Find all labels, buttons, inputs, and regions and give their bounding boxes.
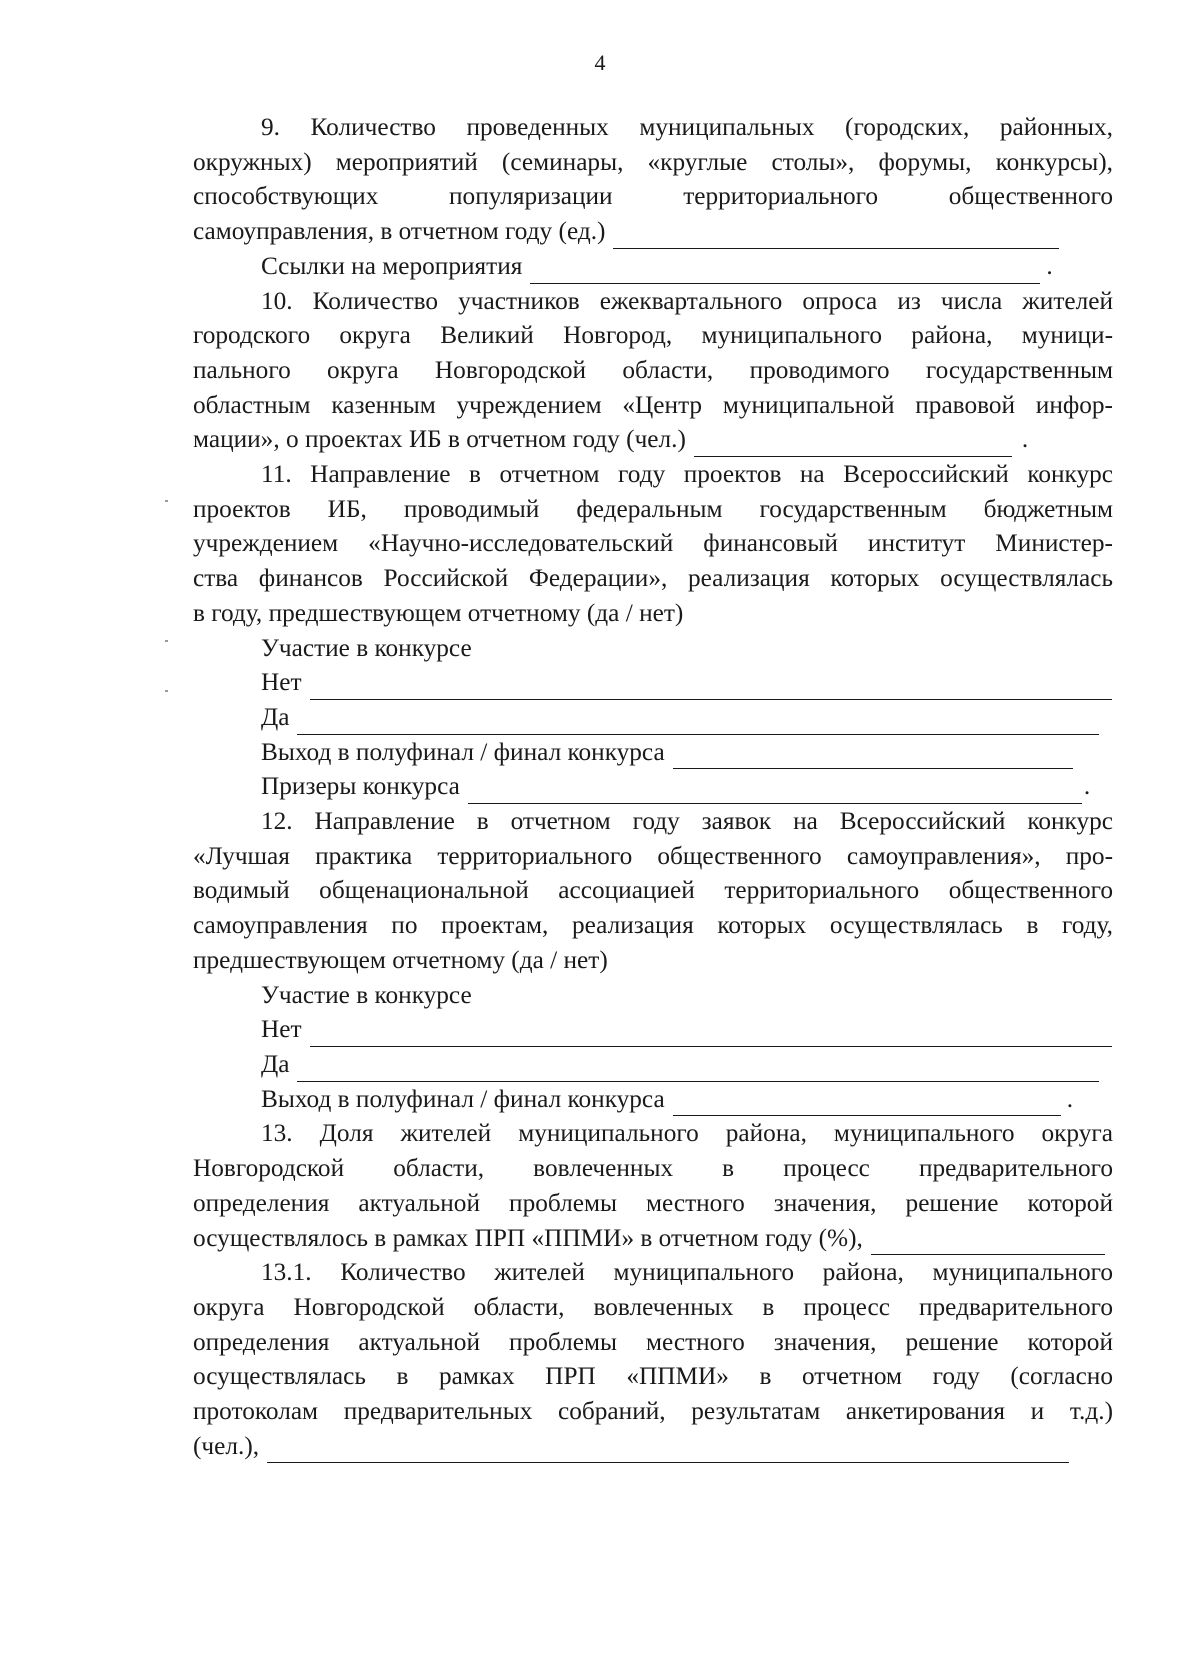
item-13-1-count-label: (чел.),	[193, 1431, 260, 1460]
text-line: определения актуальной проблемы местного значения, решение которой	[193, 1327, 1113, 1356]
text-line: округа Новгородской области, вовлеченных в процесс предварительного	[193, 1292, 1113, 1321]
item-13-1-paragraph	[193, 1255, 1113, 1429]
item-11-yes-line	[193, 700, 1113, 735]
item-11-yes-field[interactable]	[297, 708, 1099, 735]
scan-speck	[165, 640, 168, 642]
item-10-count-label: мации», о проектах ИБ в отчетном году (чел.)	[193, 425, 686, 454]
text-line: 11. Направление в отчетном году проектов на Всероссийский конкурс	[261, 460, 1113, 489]
text-line: Новгородской области, вовлеченных в процесс предварительного	[193, 1154, 1113, 1183]
item-12-paragraph	[193, 804, 1113, 978]
text-line: самоуправления по проектам, реализация которых осуществлялась в году,	[193, 911, 1113, 940]
item-11-participation-label: Участие в конкурсе	[261, 633, 472, 662]
item-13-1-count-field[interactable]	[267, 1436, 1069, 1463]
item-12-no-label: Нет	[261, 1015, 302, 1044]
item-11-yes-label: Да	[261, 702, 290, 731]
line-end-dot: .	[1066, 1084, 1074, 1113]
item-12-participation-label: Участие в конкурсе	[261, 980, 472, 1009]
text-line: ства финансов Российской Федерации», реализация которых осуществлялась	[193, 564, 1113, 593]
scan-speck	[165, 690, 168, 692]
text-line: 12. Направление в отчетном году заявок на Всероссийский конкурс	[261, 807, 1113, 836]
item-13-paragraph	[193, 1116, 1113, 1220]
line-end-dot: .	[1046, 251, 1053, 280]
text-line: протоколам предварительных собраний, результатам анкетирования и т.д.)	[193, 1397, 1113, 1426]
item-12-no-field[interactable]	[310, 1020, 1112, 1047]
text-line: 10. Количество участников ежеквартального опроса из числа жителей	[261, 286, 1113, 315]
text-line: в году, предшествующем отчетному (да / нет)	[193, 598, 684, 627]
text-line: проектов ИБ, проводимый федеральным государственным бюджетным	[193, 494, 1113, 523]
item-9-count-field[interactable]	[613, 222, 1059, 249]
text-line: определения актуальной проблемы местного значения, решение которой	[193, 1188, 1113, 1217]
item-10-paragraph	[193, 284, 1113, 423]
item-13-percent-label: осуществлялось в рамках ПРП «ППМИ» в отчетном году (%),	[193, 1223, 863, 1252]
text-line: 13.1. Количество жителей муниципального района, муниципального	[261, 1258, 1113, 1287]
item-11-no-field[interactable]	[310, 673, 1112, 700]
item-9-links-label: Ссылки на мероприятия	[261, 251, 523, 280]
item-10-count-line	[193, 422, 1113, 457]
item-10-count-field[interactable]	[694, 430, 1012, 457]
item-11-participation-line	[193, 631, 1113, 666]
item-12-no-line	[193, 1012, 1113, 1047]
text-line: окружных) мероприятий (семинары, «круглые столы», форумы, конкурсы),	[193, 147, 1113, 176]
text-line: «Лучшая практика территориального общественного самоуправления», про-	[193, 841, 1113, 870]
text-line: осуществлялась в рамках ПРП «ППМИ» в отчетном году (согласно	[193, 1362, 1113, 1391]
item-11-semifinal-field[interactable]	[673, 742, 1073, 769]
text-line: 9. Количество проведенных муниципальных (городских, районных,	[261, 113, 1113, 141]
item-9-count-line	[193, 214, 1113, 249]
item-12-yes-field[interactable]	[297, 1055, 1099, 1082]
item-12-participation-line	[193, 978, 1113, 1013]
item-11-no-label: Нет	[261, 668, 302, 697]
item-12-yes-line	[193, 1047, 1113, 1082]
item-9-links-field[interactable]	[530, 257, 1040, 284]
item-11-winners-line	[193, 769, 1113, 804]
text-line: водимый общенациональной ассоциацией территориального общественного	[193, 876, 1113, 905]
line-end-dot: .	[1021, 425, 1029, 454]
document-body	[193, 110, 1113, 1463]
item-9-count-label: самоуправления, в отчетном году (ед.)	[193, 217, 606, 246]
item-12-semifinal-line	[193, 1082, 1113, 1117]
item-13-percent-field[interactable]	[871, 1228, 1105, 1255]
item-9-paragraph	[193, 110, 1113, 214]
text-line: 13. Доля жителей муниципального района, муниципального округа	[261, 1119, 1113, 1148]
text-line: способствующих популяризации территориального общественного	[193, 182, 1113, 211]
text-line: пального округа Новгородской области, проводимого государственным	[193, 355, 1113, 384]
scan-speck	[165, 500, 168, 502]
item-9-links-line	[193, 249, 1113, 284]
page-number: 4	[594, 50, 606, 75]
line-end-dot: .	[1083, 772, 1091, 801]
text-line: предшествующем отчетному (да / нет)	[193, 945, 608, 974]
item-12-yes-label: Да	[261, 1049, 290, 1078]
item-12-semifinal-label: Выход в полуфинал / финал конкурса	[261, 1084, 665, 1113]
item-13-1-count-line	[193, 1429, 1113, 1464]
text-line: городского округа Великий Новгород, муниципального района, муници-	[193, 321, 1113, 350]
item-11-winners-field[interactable]	[468, 777, 1082, 804]
item-12-semifinal-field[interactable]	[673, 1089, 1061, 1116]
text-line: учреждением «Научно-исследовательский финансовый институт Министер-	[193, 529, 1113, 558]
item-11-semifinal-line	[193, 735, 1113, 770]
item-13-percent-line	[193, 1221, 1113, 1256]
item-11-winners-label: Призеры конкурса	[261, 772, 460, 801]
item-11-semifinal-label: Выход в полуфинал / финал конкурса	[261, 737, 665, 766]
item-11-paragraph	[193, 457, 1113, 631]
text-line: областным казенным учреждением «Центр муниципальной правовой инфор-	[193, 390, 1113, 419]
item-11-no-line	[193, 665, 1113, 700]
